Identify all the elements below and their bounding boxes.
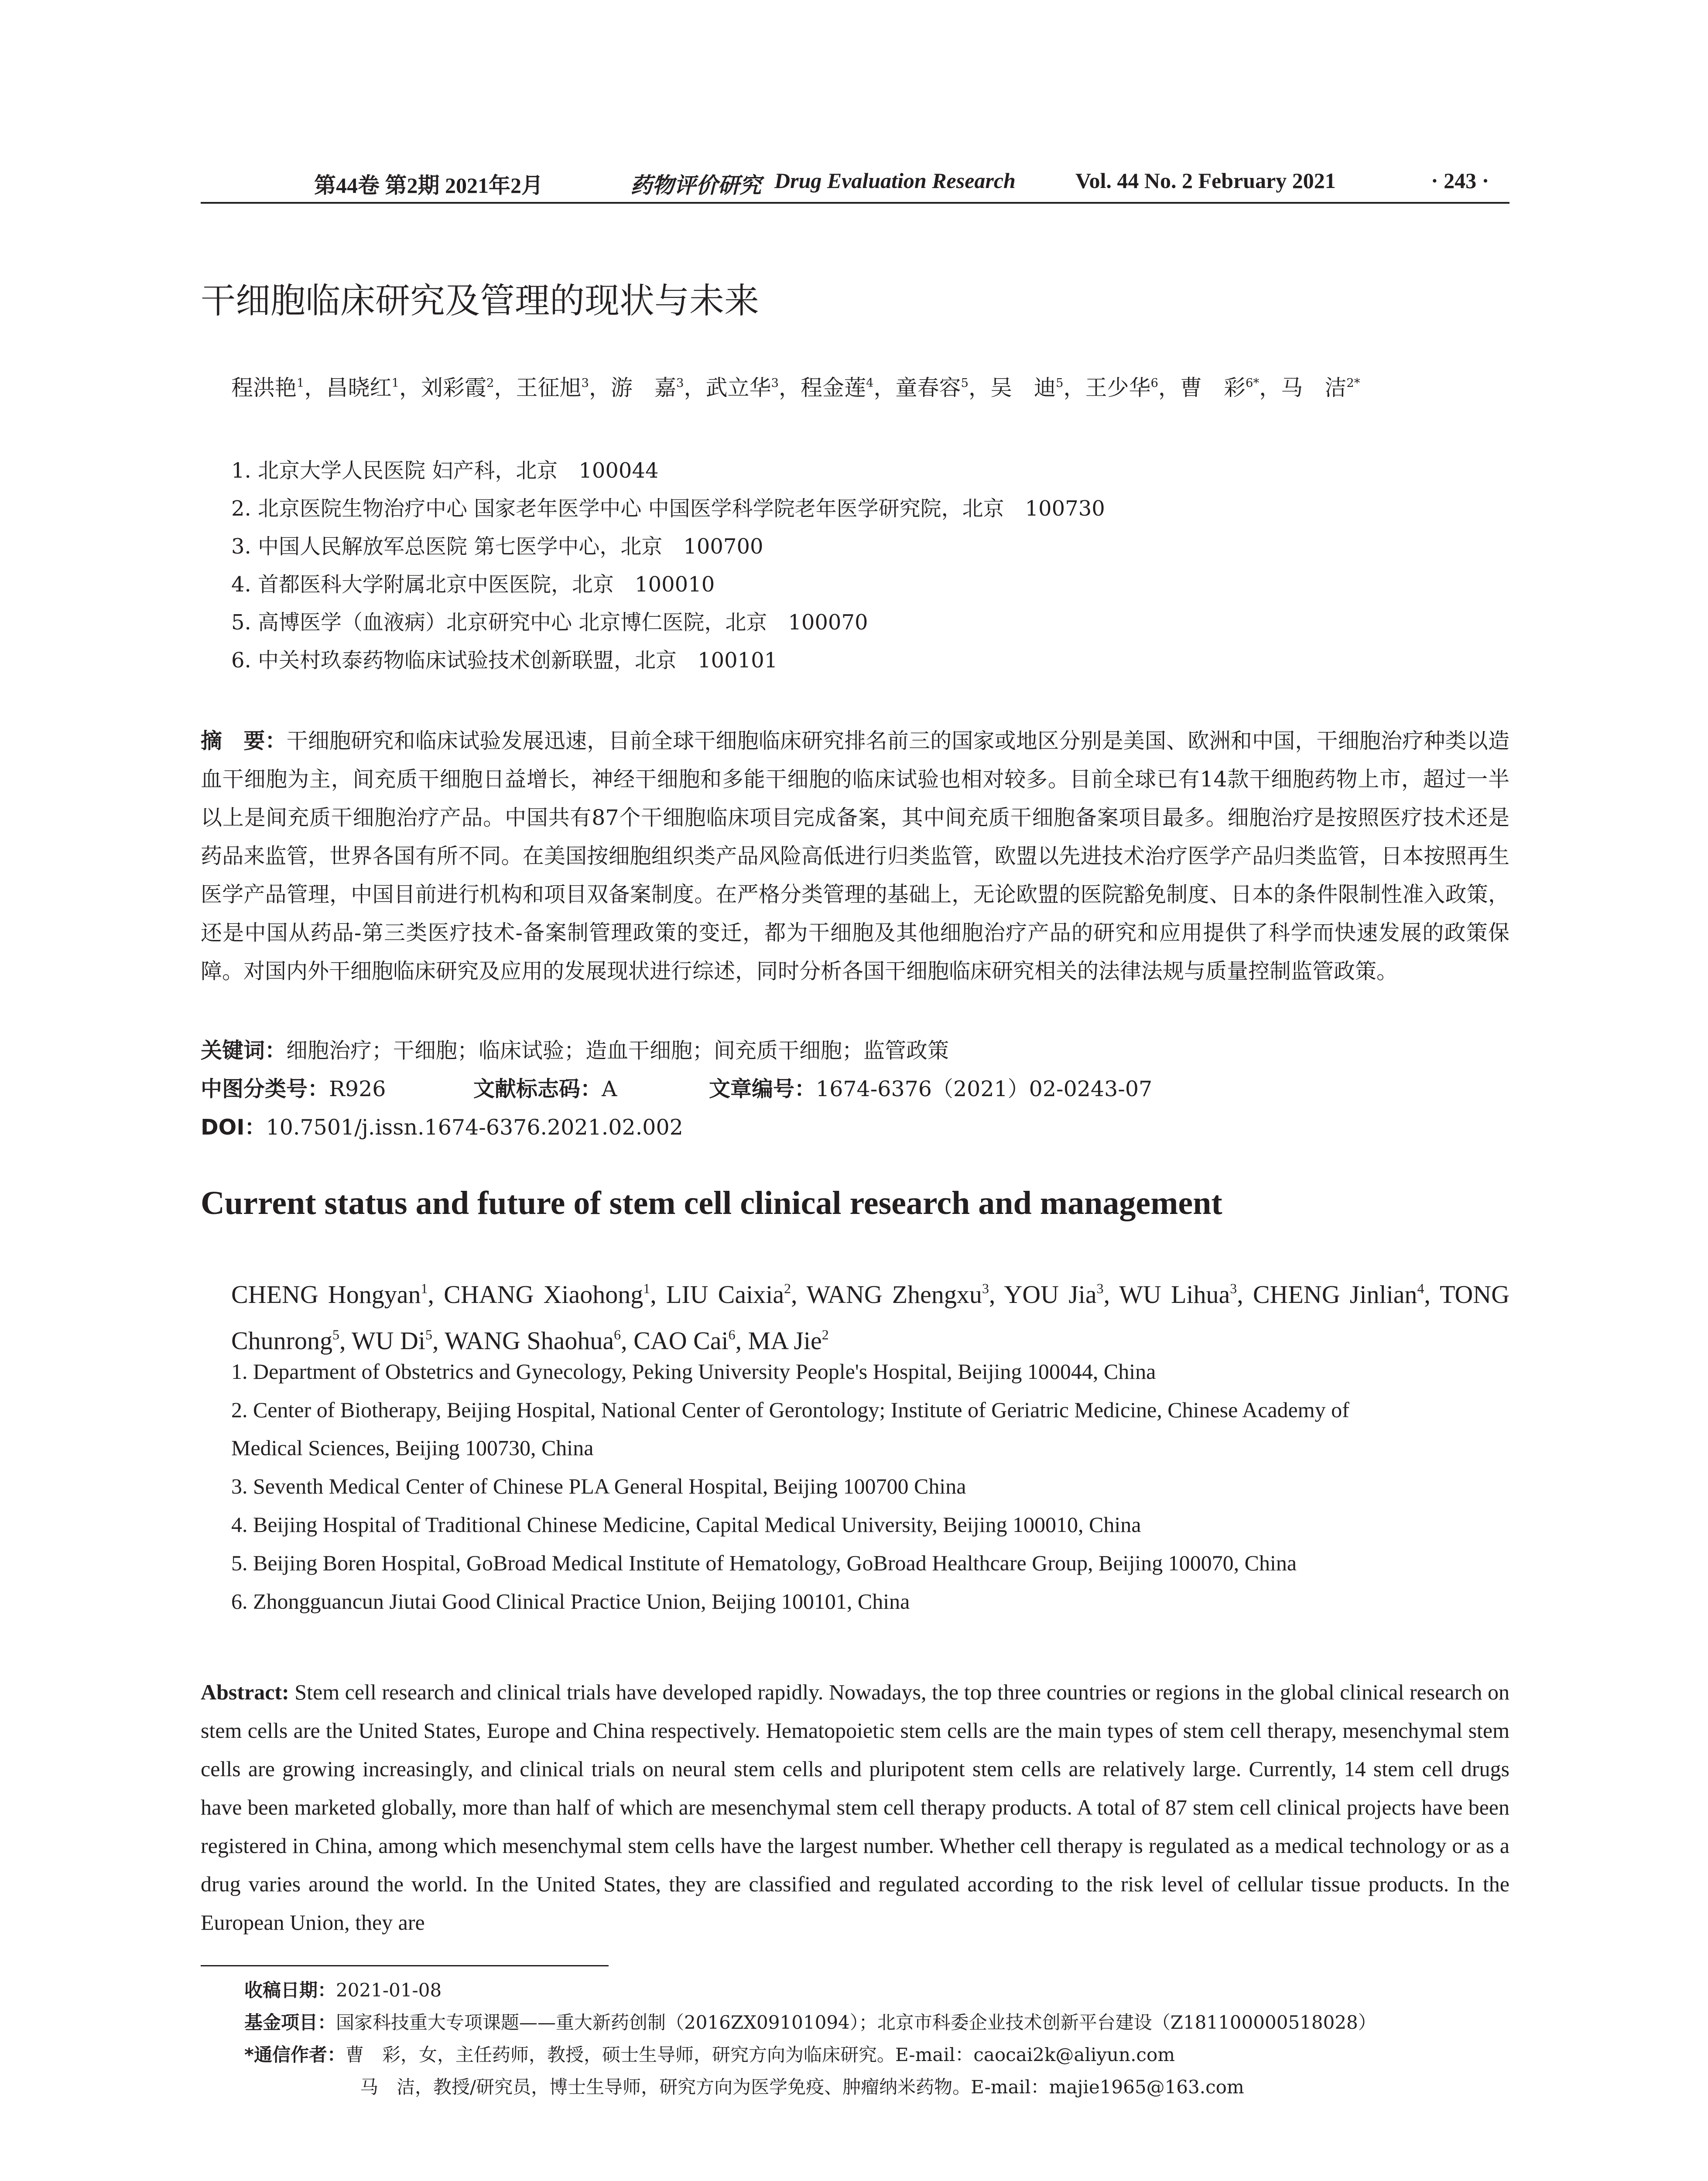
keywords-label: 关键词： (201, 1038, 287, 1063)
author-list-en: CHENG Hongyan$^1$, CHANG Xiaohong$^1$, LIU Caixia$^2$, WANG Zhengxu$^3$, YOU Jia$^3$, WU Lihua$^3$, CHENG Jinlian$^4$, TONG Chunrong$^5$, WU Di$^5$, WANG Shaohua$^6$, CAO Cai$^6$, MA Jie$^2$ (231, 1280, 1510, 1355)
footnote-corresponding-2: 马 洁，教授/研究员，博士生导师，研究方向为医学免疫、肿瘤纳米药物。E-mail：majie1965@163.com (360, 2076, 1244, 2098)
author (807, 1280, 989, 1309)
affiliation-marker: 3 (982, 1281, 989, 1296)
affiliation-marker: 3 (581, 376, 589, 390)
author-name: 吴 迪 (990, 375, 1056, 400)
article-number-line (709, 1072, 1152, 1103)
affiliation-en-2: 2. Center of Biotherapy, Beijing Hospital, National Center of Gerontology; Institute of Geriatric Medicine, Chinese Academy of (231, 1398, 1349, 1422)
author (1119, 1280, 1237, 1309)
abstract-cn-label: 摘 要： (201, 728, 287, 753)
doc-code-value: A (602, 1077, 617, 1101)
corresponding-author-1: 曹 彩，女，主任药师，教授，硕士生导师，研究方向为临床研究。E-mail：caocai2k@aliyun.com (345, 2044, 1175, 2065)
affiliation-marker: 3 (1230, 1281, 1237, 1296)
author-name: 武立华 (705, 375, 771, 400)
author (1180, 375, 1259, 400)
affiliation-marker: 1 (643, 1281, 650, 1296)
author-list-cn: 程洪艳$^1$，昌晓红$^1$，刘彩霞$^2$，王征旭$^3$，游 嘉$^3$，武立华$^3$，程金莲$^4$，童春容$^5$，吴 迪$^5$，王少华$^6$，曹 彩$^{6*}$，马 洁$^{2*}$ (231, 375, 1360, 400)
clc-label: 中图分类号： (201, 1077, 329, 1101)
affiliation-cn-6: 6. 中关村玖泰药物临床试验技术创新联盟，北京 100101 (231, 648, 778, 673)
author-name: YOU Jia (1004, 1280, 1097, 1309)
author (1253, 1280, 1424, 1309)
classification-line (201, 1072, 386, 1103)
abstract-en-text: Stem cell research and clinical trials have developed rapidly. Nowadays, the top three countries or regions in the global clinical research on stem cells are the United States, Europe and China respectively. Hematopoietic stem cells are the main types of stem cell therapy, mesenchymal stem cells are growing increasingly, and clinical trials on neural stem cells and pluripotent stem cells are relatively large. Currently, 14 stem cell drugs have been marketed globally, more than half of which are mesenchymal stem cell therapy products. A total of 87 stem cell clinical projects have been registered in China, among which mesenchymal stem cells have the largest number. Whether cell therapy is regulated as a medical technology or as a drug varies around the world. In the United States, they are classified and regulated according to the risk level of cellular tissue products. In the European Union, they are (201, 1680, 1510, 1935)
author (1281, 375, 1360, 400)
affiliation-marker: 1 (297, 376, 305, 390)
header-issue-cn: 第44卷 第2期 2021年2月 (314, 173, 543, 198)
affiliation-marker: 3 (676, 376, 684, 390)
author-name: 王少华 (1085, 375, 1151, 400)
affiliation-cn-5: 5. 高博医学（血液病）北京研究中心 北京博仁医院，北京 100070 (231, 610, 868, 635)
author (990, 375, 1064, 400)
affiliation-en-6: 6. Zhongguancun Jiutai Good Clinical Practice Union, Beijing 100101, China (231, 1589, 910, 1614)
doi-value[interactable]: 10.7501/j.issn.1674-6376.2021.02.002 (266, 1115, 683, 1140)
author-name: CHENG Hongyan (231, 1280, 421, 1309)
author (706, 375, 779, 400)
author (666, 1280, 791, 1309)
footnote-fund (244, 2008, 1376, 2034)
keywords-text: 细胞治疗；干细胞；临床试验；造血干细胞；间充质干细胞；监管政策 (286, 1038, 949, 1063)
affiliation-marker: 5 (425, 1327, 432, 1343)
author (896, 375, 969, 400)
clc-value: R926 (329, 1077, 386, 1101)
affiliation-marker: 4 (1417, 1281, 1424, 1296)
affiliation-marker: 6 (1150, 376, 1158, 390)
affiliation-marker: 5 (961, 376, 969, 390)
author-name: 程洪艳 (231, 375, 297, 400)
author-name: WANG Zhengxu (806, 1280, 982, 1309)
affiliation-en-1: 1. Department of Obstetrics and Gynecology, Peking University People's Hospital, Beijing 100044, China (231, 1359, 1156, 1384)
author (1085, 375, 1159, 400)
header-page-number: · 243 · (1431, 168, 1489, 193)
footnote-rule (201, 1965, 609, 1966)
fund-text: 国家科技重大专项课题——重大新药创制（2016ZX09101094）；北京市科委企业技术创新平台建设（Z181100000518028） (336, 2012, 1376, 2033)
article-number-label: 文章编号： (709, 1077, 816, 1101)
affiliation-marker: 3 (1096, 1281, 1104, 1296)
author (444, 1280, 650, 1309)
running-header (201, 168, 1509, 198)
abstract-cn (201, 722, 1509, 991)
affiliation-marker: 5 (1056, 376, 1064, 390)
affiliation-en-5: 5. Beijing Boren Hospital, GoBroad Medical Institute of Hematology, GoBroad Healthcare Group, Beijing 100070, China (231, 1551, 1297, 1575)
affiliation-marker: 2 (821, 1327, 829, 1343)
author-name: TONG Chunrong (231, 1280, 1510, 1355)
abstract-en-label: Abstract: (201, 1680, 289, 1704)
doc-code-label: 文献标志码： (473, 1077, 602, 1101)
keywords-line (201, 1034, 949, 1064)
corresponding-label: *通信作者： (244, 2044, 346, 2065)
affiliation-marker: 3 (771, 376, 779, 390)
affiliation-en-4: 4. Beijing Hospital of Traditional Chinese Medicine, Capital Medical University, Beijing 100010, China (231, 1512, 1141, 1537)
affiliation-marker: 2 (784, 1281, 791, 1296)
footnote-received (244, 1976, 442, 2002)
author (352, 1326, 432, 1355)
affiliation-cn-3: 3. 中国人民解放军总医院 第七医学中心，北京 100700 (231, 534, 763, 559)
doi-label: DOI： (201, 1115, 266, 1140)
article-title-en: Current status and future of stem cell clinical research and management (201, 1185, 1222, 1221)
header-rule (201, 202, 1509, 204)
author (633, 1326, 735, 1355)
affiliation-cn-2: 2. 北京医院生物治疗中心 国家老年医学中心 中国医学科学院老年医学研究院，北京 100730 (231, 496, 1105, 521)
affiliation-cn-4: 4. 首都医科大学附属北京中医医院，北京 100010 (231, 572, 715, 597)
author-name: 马 洁 (1281, 375, 1347, 400)
author-name: WU Lihua (1119, 1280, 1230, 1309)
header-journal-en: Drug Evaluation Research (774, 168, 1016, 193)
author (516, 375, 589, 400)
received-date: 2021-01-08 (336, 1979, 442, 2001)
author-name: CHANG Xiaohong (444, 1280, 643, 1309)
author (231, 375, 305, 400)
affiliation-marker: 2 (486, 376, 494, 390)
footnote-corresponding (244, 2041, 1175, 2067)
author-name: CHENG Jinlian (1253, 1280, 1417, 1309)
article-title-cn: 干细胞临床研究及管理的现状与未来 (201, 280, 759, 321)
affiliation-marker: 6 (728, 1327, 736, 1343)
author-name: WU Di (351, 1326, 426, 1355)
affiliation-marker: 2* (1346, 376, 1360, 390)
author (421, 375, 494, 400)
fund-label: 基金项目： (244, 2012, 336, 2033)
author-name: WANG Shaohua (444, 1326, 614, 1355)
affiliation-marker: 1 (421, 1281, 428, 1296)
affiliation-marker: 1 (391, 376, 399, 390)
author-name: 王征旭 (516, 375, 582, 400)
affiliation-cn-1: 1. 北京大学人民医院 妇产科，北京 100044 (231, 458, 659, 483)
author (1004, 1280, 1103, 1309)
article-number-value: 1674-6376（2021）02-0243-07 (816, 1077, 1153, 1101)
affiliation-marker: 4 (866, 376, 874, 390)
affiliation-marker: 6 (614, 1327, 621, 1343)
author-name: 游 嘉 (611, 375, 676, 400)
header-volume-en: Vol. 44 No. 2 February 2021 (1075, 168, 1336, 193)
author (445, 1326, 621, 1355)
doc-code-line (473, 1072, 617, 1103)
author-name: 曹 彩 (1180, 375, 1246, 400)
author-name: 程金莲 (801, 375, 866, 400)
header-journal-cn: 药物评价研究 (630, 172, 761, 198)
doi-line (201, 1111, 683, 1141)
abstract-en (201, 1673, 1509, 1942)
received-label: 收稿日期： (244, 1979, 336, 2001)
author (611, 375, 684, 400)
author-name: 刘彩霞 (421, 375, 486, 400)
abstract-cn-text: 干细胞研究和临床试验发展迅速，目前全球干细胞临床研究排名前三的国家或地区分别是美国、欧洲和中国，干细胞治疗种类以造血干细胞为主，间充质干细胞日益增长，神经干细胞和多能干细胞的临床试验也相对较多。目前全球已有14款干细胞药物上市，超过一半以上是间充质干细胞治疗产品。中国共有87个干细胞临床项目完成备案，其中间充质干细胞备案项目最多。细胞治疗是按照医疗技术还是药品来监管，世界各国有所不同。在美国按细胞组织类产品风险高低进行归类监管，欧盟以先进技术治疗医学产品归类监管，日本按照再生医学产品管理，中国目前进行机构和项目双备案制度。在严格分类管理的基础上，无论欧盟的医院豁免制度、日本的条件限制性准入政策，还是中国从药品-第三类医疗技术-备案制管理政策的变迁，都为干细胞及其他细胞治疗产品的研究和应用提供了科学而快速发展的政策保障。对国内外干细胞临床研究及应用的发展现状进行综述，同时分析各国干细胞临床研究相关的法律法规与质量控制监管政策。 (201, 728, 1509, 984)
author-name: 童春容 (895, 375, 961, 400)
affiliation-marker: 6* (1246, 376, 1260, 390)
author-name: 昌晓红 (326, 375, 392, 400)
author-name: LIU Caixia (666, 1280, 784, 1309)
author (801, 375, 874, 400)
author (231, 1280, 428, 1309)
affiliation-marker: 5 (332, 1327, 339, 1343)
author-name: CAO Cai (633, 1326, 729, 1355)
author-name: MA Jie (748, 1326, 822, 1355)
author (748, 1326, 829, 1355)
author (326, 375, 400, 400)
affiliation-en-2-cont: Medical Sciences, Beijing 100730, China (231, 1436, 594, 1460)
affiliation-en-3: 3. Seventh Medical Center of Chinese PLA General Hospital, Beijing 100700 China (231, 1474, 966, 1498)
